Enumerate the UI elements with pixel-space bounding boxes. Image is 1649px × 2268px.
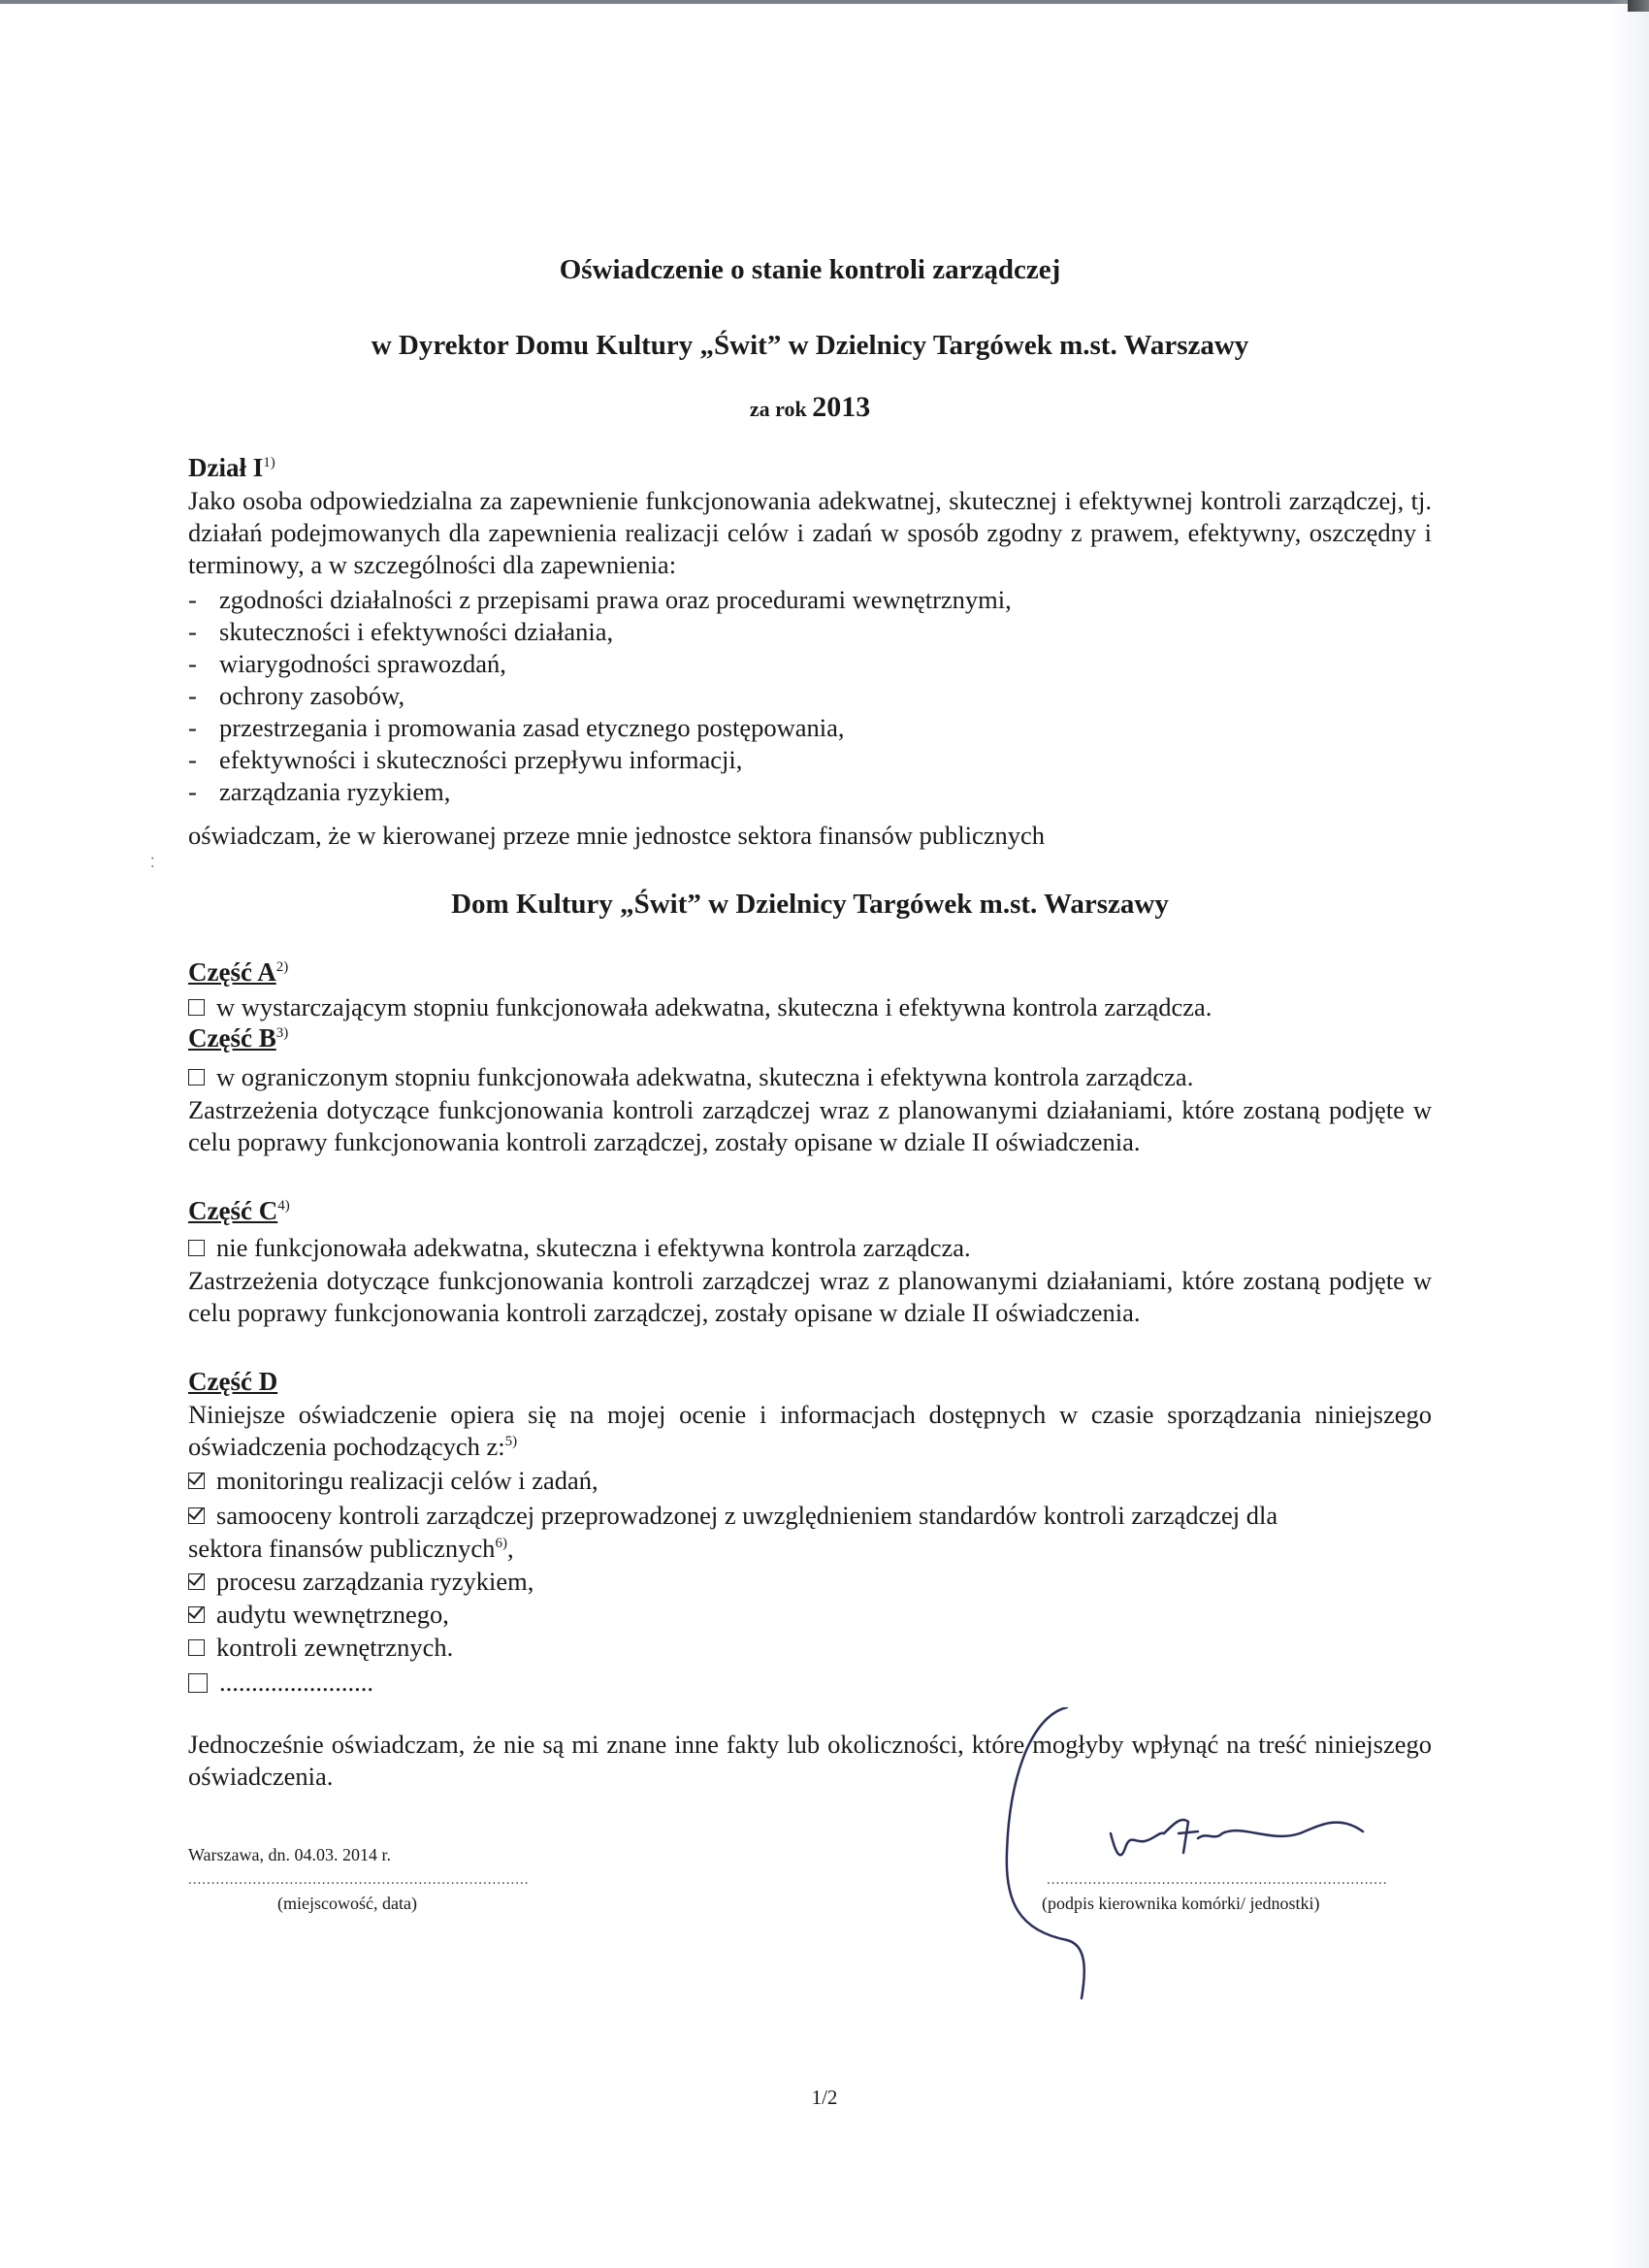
section-czesc-a-heading [188,956,288,988]
year-prefix: za rok [749,397,807,421]
place-date: Warszawa, dn. 04.03. 2014 r. [188,1845,392,1864]
scan-top-edge [0,0,1649,4]
dzial-1-intro: Jako osoba odpowiedzialna za zapewnienie funkcjonowania adekwatnej, skutecznej i efektywnej kontroli zarządczej, tj. działań podejmowanych dla zapewnienia realizacji celów i zadań w sposób zgodny z prawem, efektywny, oszczędny i terminowy, a w szczególności dla zapewnienia: [188,486,1432,579]
list-item: - wiarygodności sprawozdań, [188,649,506,678]
checkbox-source-monitoring[interactable] [188,1473,205,1489]
list-item: - skuteczności i efektywności działania, [188,617,614,646]
czesc-c-option[interactable] [188,1232,971,1264]
source-item[interactable]: ........................ [188,1667,373,1699]
list-item: - ochrony zasobów, [188,681,405,710]
place-date-label: (miejscowość, data) [277,1894,417,1913]
czesc-b-note: Zastrzeżenia dotyczące funkcjonowania kontroli zarządczej wraz z planowanymi działaniami, które zostaną podjęte w celu poprawy funkcjonowania kontroli zarządczej, zostały opisane w dziale II oświadczenia. [188,1095,1432,1156]
footnote-ref-2: 2) [275,959,289,975]
checkbox-czesc-c[interactable] [188,1240,205,1256]
final-statement: Jednocześnie oświadczam, że nie są mi znane inne fakty lub okoliczności, które mogłyby wpłynąć na treść niniejszego oświadczenia. [188,1730,1432,1791]
section-dzial-1-heading [188,452,275,484]
footnote-ref-3: 3) [275,1025,289,1041]
section-czesc-b-title: Część B [188,1023,276,1053]
section-czesc-c-title: Część C [188,1196,278,1225]
checkbox-czesc-b[interactable] [188,1069,205,1085]
signature-label: (podpis kierownika komórki/ jednostki) [1042,1894,1320,1913]
year-line [188,391,1432,424]
czesc-b-option-label: w ograniczonym stopniu funkcjonowała adekwatna, skuteczna i efektywna kontrola zarządcza. [216,1062,1194,1091]
section-czesc-b-heading [188,1022,288,1054]
margin-mark: ⁚ [150,857,155,871]
source-item[interactable]: monitoringu realizacji celów i zadań, [188,1465,598,1497]
source-item[interactable]: samooceny kontroli zarządczej przeprowadzonej z uwzględnieniem standardów kontroli zarządczej dla [188,1500,1277,1532]
scan-right-shadow [1610,0,1649,2268]
list-item: - zgodności działalności z przepisami prawa oraz procedurami wewnętrznymi, [188,585,1012,614]
dzial-1-closing: oświadczam, że w kierowanej przeze mnie jednostce sektora finansów publicznych [188,821,1045,850]
czesc-a-option-label: w wystarczającym stopniu funkcjonowała adekwatna, skuteczna i efektywna kontrola zarządcza. [216,992,1212,1021]
source-item[interactable]: audytu wewnętrznego, [188,1599,449,1631]
checkbox-source-other[interactable] [188,1673,208,1693]
document-title: Oświadczenie o stanie kontroli zarządczej [559,254,1061,285]
footnote-ref-4: 4) [277,1198,290,1214]
checkbox-source-risk[interactable] [188,1573,205,1590]
list-item: - zarządzania ryzykiem, [188,777,451,806]
section-czesc-c-heading [188,1195,290,1227]
signature-line: .......................................................................... [1047,1872,1388,1888]
handwritten-signature [989,1707,1397,2008]
list-item: - przestrzegania i promowania zasad etycznego postępowania, [188,713,845,742]
year-value: 2013 [812,391,871,423]
czesc-a-option[interactable] [188,991,1212,1023]
czesc-c-note: Zastrzeżenia dotyczące funkcjonowania kontroli zarządczej wraz z planowanymi działaniami, które zostaną podjęte w celu poprawy funkcjonowania kontroli zarządczej, zostały opisane w dziale II oświadczenia. [188,1266,1432,1327]
footnote-ref-5: 5) [504,1434,518,1450]
checkbox-czesc-a[interactable] [188,999,205,1016]
footnote-ref-1: 1) [263,455,275,470]
document-subtitle: w Dyrektor Domu Kultury „Świt” w Dzielnicy Targówek m.st. Warszawy [371,330,1249,361]
unit-name: Dom Kultury „Świt” w Dzielnicy Targówek m.st. Warszawy [451,889,1169,920]
place-date-line: .......................................................................... [188,1872,530,1888]
source-item[interactable]: procesu zarządzania ryzykiem, [188,1566,534,1598]
czesc-b-option[interactable] [188,1061,1193,1093]
page-number: 1/2 [811,2086,838,2109]
checkbox-source-external-control[interactable] [188,1639,205,1656]
czesc-d-intro: Niniejsze oświadczenie opiera się na mojej ocenie i informacjach dostępnych w czasie sporządzania niniejszego oświadczenia pochodzących z:$^{5)}$ [188,1400,1432,1461]
section-czesc-d-heading [188,1366,277,1398]
czesc-c-option-label: nie funkcjonowała adekwatna, skuteczna i efektywna kontrola zarządcza. [216,1233,971,1262]
source-item[interactable]: kontroli zewnętrznych. [188,1632,453,1664]
section-dzial-1-title: Dział I [188,453,264,482]
list-item: - efektywności i skuteczności przepływu informacji, [188,745,743,774]
source-item-continuation: sektora finansów publicznych$^{6)}$, [188,1534,514,1563]
checkbox-source-internal-audit[interactable] [188,1606,205,1623]
checkbox-source-self-assessment[interactable] [188,1507,205,1524]
section-czesc-d-title: Część D [188,1367,278,1396]
section-czesc-a-title: Część A [188,957,276,987]
footnote-ref-6: 6) [495,1536,507,1552]
dzial-1-list [188,584,1012,808]
